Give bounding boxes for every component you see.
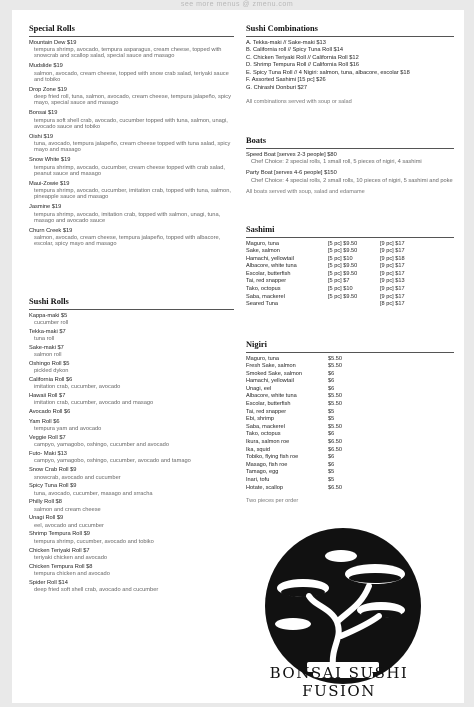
table-row — [246, 356, 454, 364]
menu-item — [246, 152, 454, 166]
sushi-rolls-section — [29, 297, 234, 594]
combination-list — [246, 40, 454, 93]
combination-item: G. Chirashi Donburi $27 — [246, 85, 308, 92]
section-divider — [246, 148, 454, 149]
item-name: Philly Roll $8 — [29, 499, 62, 506]
item-name: Unagi Roll $9 — [29, 515, 64, 522]
nigiri-price: $5 — [328, 408, 335, 415]
table-row — [246, 256, 454, 264]
nigiri-price: $6 — [328, 431, 335, 438]
section-divider — [246, 36, 454, 37]
section-divider — [246, 352, 454, 353]
nigiri-price: $5 — [328, 469, 335, 476]
sashimi-price-5pc: [5 pc] $9.50 — [328, 248, 358, 255]
menu-item — [29, 345, 234, 359]
item-description: imitation crab, cucumber, avocado and masago — [34, 400, 154, 407]
sashimi-price-9pc: [9 pc] $18 — [380, 255, 405, 262]
item-description: salmon roll — [34, 352, 62, 359]
section-title-boats: Boats — [246, 136, 267, 145]
nigiri-name: Saba, mackerel — [246, 423, 285, 430]
nigiri-price: $6.50 — [328, 446, 342, 453]
menu-item — [29, 451, 234, 465]
table-row — [246, 363, 454, 371]
nigiri-price: $5.50 — [328, 393, 342, 400]
nigiri-table — [246, 356, 454, 493]
sashimi-price-5pc: [5 pc] $10 — [328, 286, 353, 293]
menu-item — [29, 377, 234, 391]
sashimi-name: Albacore, white tuna — [246, 263, 297, 270]
item-name: Churn Creek $19 — [29, 227, 73, 234]
nigiri-name: Inari, tofu — [246, 477, 270, 483]
sashimi-price-5pc — [328, 301, 380, 309]
menu-item — [29, 548, 234, 562]
item-name: Kappa-maki $5 — [29, 312, 68, 319]
item-name: Tekka-maki $7 — [29, 328, 66, 335]
boats-note: All boats served with soup, salad and edamame — [246, 189, 365, 196]
special-rolls-list — [29, 40, 234, 248]
sashimi-section — [246, 225, 454, 309]
table-row — [246, 301, 454, 309]
menu-item — [29, 467, 234, 481]
nigiri-name: Hamachi, yellowtail — [246, 378, 294, 385]
menu-item — [29, 409, 234, 417]
item-description: campyo, yamagobo, oshingo, cucumber and avocado — [34, 442, 170, 449]
item-description: Chef Choice: 2 special rolls, 1 small roll, 5 pieces of nigiri, 4 sashimi — [251, 159, 422, 165]
table-row — [246, 416, 454, 424]
nigiri-price: $6 — [328, 461, 335, 468]
menu-item — [29, 499, 234, 513]
menu-item — [29, 515, 234, 529]
sashimi-price-5pc: [5 pc] $9.50 — [328, 240, 358, 247]
table-row — [246, 286, 454, 294]
table-row — [246, 431, 454, 439]
nigiri-name: Escolar, butterfish — [246, 401, 291, 408]
boats-list — [246, 152, 454, 185]
sashimi-name: Tai, red snapper — [246, 278, 287, 285]
item-name: Spider Roll $14 — [29, 579, 68, 586]
nigiri-price: $6.50 — [328, 439, 342, 446]
sushi-rolls-list — [29, 313, 234, 594]
menu-item — [29, 87, 234, 107]
item-name: Chicken Tempura Roll $8 — [29, 563, 93, 570]
section-title-sushi-rolls: Sushi Rolls — [29, 297, 69, 306]
item-name: Spicy Tuna Roll $9 — [29, 483, 77, 490]
item-description: Chef Choice: 4 special rolls, 2 small rolls, 10 pieces of nigiri, 5 sashimi and poke — [251, 177, 453, 184]
section-divider — [29, 309, 234, 310]
item-description: deep fried roll, tuna, salmon, avocado, cream cheese, tempura jalapeño, spicy mayo, special sauce and masago — [34, 94, 231, 107]
combination-item: F. Assorted Sashimi [15 pc] $26 — [246, 77, 326, 84]
sashimi-price-9pc: [9 pc] $17 — [380, 286, 405, 293]
item-name: Mountain Dew $19 — [29, 39, 77, 46]
sashimi-price-5pc: [5 pc] $9.50 — [328, 270, 358, 277]
item-name: Sake-maki $7 — [29, 344, 64, 351]
section-title-nigiri: Nigiri — [246, 340, 267, 349]
sashimi-name: Maguro, tuna — [246, 240, 279, 247]
nigiri-price: $6 — [328, 378, 335, 385]
section-title-sushi-combinations: Sushi Combinations — [246, 24, 318, 33]
bonsai-tree-logo-icon — [263, 526, 423, 686]
sashimi-name: Saba, mackerel — [246, 293, 285, 300]
nigiri-name: Smoked Sake, salmon — [246, 370, 302, 377]
menu-item — [29, 313, 234, 327]
nigiri-price: $5.50 — [328, 401, 342, 408]
sashimi-name: Escolar, butterfish — [246, 270, 291, 277]
item-description: tempura shrimp, avocado, cucumber, imitation crab, topped with tuna, salmon, pineapple sauce and masago — [34, 188, 231, 201]
nigiri-name: Ebi, shrimp — [246, 416, 274, 423]
boats-section — [246, 136, 454, 196]
table-row — [246, 278, 454, 286]
table-row — [246, 424, 454, 432]
table-row — [246, 469, 454, 477]
item-description: snowcrab, avocado and cucumber — [34, 474, 121, 481]
table-row — [246, 393, 454, 401]
item-name: Jasmine $19 — [29, 204, 62, 210]
item-name: Oishi $19 — [29, 133, 54, 140]
sushi-combinations-section — [246, 24, 454, 106]
combinations-note: All combinations served with soup or salad — [246, 98, 352, 105]
nigiri-name: Tamago, egg — [246, 469, 279, 476]
item-description: eel, avocado and cucumber — [34, 522, 104, 529]
sashimi-price-9pc: [9 pc] $17 — [380, 293, 405, 300]
item-description: tuna, avocado, tempura jalapeño, cream cheese topped with tuna salad, spicy mayo and masago — [34, 141, 231, 154]
menu-item — [29, 393, 234, 407]
item-description: campyo, yamagobo, oshingo, cucumber, avocado and tamago — [34, 458, 191, 465]
sashimi-price-9pc: [9 pc] $17 — [380, 240, 405, 247]
table-row — [246, 386, 454, 394]
nigiri-name: Maguro, tuna — [246, 355, 279, 362]
combination-item: B. California roll // Spicy Tuna Roll $14 — [246, 47, 344, 54]
table-row — [246, 447, 454, 455]
nigiri-price: $6 — [328, 370, 335, 377]
item-description: tempura yam and avocado — [34, 426, 102, 433]
nigiri-price: $5.50 — [328, 363, 342, 370]
sashimi-table — [246, 241, 454, 309]
item-description: pickled dykon — [34, 368, 69, 375]
section-title-special-rolls: Special Rolls — [29, 24, 75, 33]
sashimi-price-5pc: [5 pc] $10 — [328, 255, 353, 262]
nigiri-price: $6 — [328, 385, 335, 392]
menu-item — [29, 329, 234, 343]
menu-item — [29, 361, 234, 375]
menu-item — [29, 228, 234, 248]
table-row — [246, 271, 454, 279]
nigiri-name: Fresh Sake, salmon — [246, 363, 296, 370]
sashimi-name: Sake, salmon — [246, 248, 280, 255]
item-name: Futo- Maki $13 — [29, 450, 67, 457]
menu-item — [29, 110, 234, 130]
table-row — [246, 378, 454, 386]
item-name: Snow Crab Roll $9 — [29, 467, 77, 474]
nigiri-name: Masago, fish roe — [246, 461, 288, 468]
item-description: tempura shrimp, avocado, tempura asparagus, cream cheese, topped with snowcrab and scallop salad, special sauce and masago — [34, 47, 222, 60]
menu-item — [29, 134, 234, 154]
item-description: imitation crab, cucumber, avocado — [34, 384, 121, 391]
nigiri-name: Hotate, scallop — [246, 484, 284, 491]
item-name: Oshingo Roll $5 — [29, 360, 70, 367]
sashimi-name: Tako, octopus — [246, 286, 281, 293]
table-row — [246, 439, 454, 447]
item-name: Mudslide $19 — [29, 63, 63, 69]
combination-item: C. Chicken Teriyaki Roll // California Roll $12 — [246, 54, 359, 61]
table-row — [246, 294, 454, 302]
menu-item — [29, 157, 234, 177]
item-name: California Roll $6 — [29, 376, 73, 383]
item-description: tuna roll — [34, 336, 55, 343]
item-name: Maui-Zowie $19 — [29, 180, 70, 187]
sashimi-price-5pc: [5 pc] $7 — [328, 278, 350, 285]
table-row — [246, 477, 454, 485]
menu-item — [246, 170, 454, 184]
combination-item: A. Tekka-maki // Sake-maki $13 — [246, 39, 326, 46]
item-description: tempura shrimp, cucumber, avocado and tobiko — [34, 538, 154, 545]
sashimi-price-9pc: [9 pc] $13 — [380, 278, 405, 285]
combination-item: E. Spicy Tuna Roll // 4 Nigiri: salmon, tuna, albacore, escolar $18 — [246, 69, 410, 76]
item-name: Chicken Teriyaki Roll $7 — [29, 547, 90, 554]
item-description: tuna, avocado, cucumber, masago and srracha — [34, 490, 153, 497]
nigiri-price: $5.50 — [328, 355, 342, 362]
sashimi-name: Seared Tuna — [246, 301, 279, 308]
nigiri-name: Ikura, salmon roe — [246, 439, 290, 446]
item-description: tempura soft shell crab, avocado, cucumber topped with tuna, salmon, unagi, avocado sauce and tobiko — [34, 117, 228, 130]
table-row — [246, 263, 454, 271]
item-name: Veggie Roll $7 — [29, 434, 66, 441]
nigiri-note: Two pieces per order — [246, 498, 299, 505]
menu-item — [29, 419, 234, 433]
menu-item — [29, 580, 234, 594]
nigiri-name: Tako, octopus — [246, 431, 281, 438]
table-row — [246, 485, 454, 493]
table-row — [246, 401, 454, 409]
menu-item — [29, 435, 234, 449]
item-name: Party Boat [serves 4-6 people] $150 — [246, 170, 337, 177]
table-row — [246, 248, 454, 256]
nigiri-name: Unagi, eel — [246, 385, 272, 392]
item-description: cucumber roll — [34, 320, 69, 326]
sashimi-price-5pc: [5 pc] $9.50 — [328, 293, 358, 300]
section-title-sashimi: Sashimi — [246, 225, 275, 234]
nigiri-section — [246, 340, 454, 505]
item-name: Speed Boat [serves 2-3 people] $80 — [246, 151, 337, 158]
menu-item — [29, 40, 234, 60]
menu-item — [29, 181, 234, 201]
menu-item — [29, 531, 234, 545]
item-name: Hawaii Roll $7 — [29, 392, 66, 399]
menu-item — [29, 483, 234, 497]
item-name: Snow White $19 — [29, 157, 71, 163]
sashimi-price-9pc: [8 pc] $17 — [380, 301, 405, 308]
special-rolls-section — [29, 24, 234, 248]
nigiri-name: Tai, red snapper — [246, 408, 287, 415]
item-description: salmon, avocado, cream cheese, tempura jalapeño, topped with albacore, escolar, spicy mayo and masago — [34, 235, 221, 248]
item-description: teriyaki chicken and avocado — [34, 555, 108, 561]
combination-item: D. Shrimp Tempura Roll // California Roll $16 — [246, 62, 360, 69]
nigiri-price: $6.50 — [328, 484, 342, 491]
item-name: Avocado Roll $6 — [29, 409, 71, 416]
table-row — [246, 409, 454, 417]
table-row — [246, 462, 454, 470]
nigiri-name: Albacore, white tuna — [246, 393, 297, 400]
item-description: tempura shrimp, avocado, imitation crab, topped with salmon, unagi, tuna, masago and avocado sauce — [34, 211, 221, 224]
restaurant-brand-name: BONSAI SUSHI FUSION — [269, 664, 409, 700]
nigiri-price: $5 — [328, 416, 335, 423]
item-description: salmon, avocado, cream cheese, topped with snow crab salad, teriyaki sauce and tobiko — [34, 70, 229, 83]
sashimi-price-5pc: [5 pc] $9.50 — [328, 263, 358, 270]
menu-item — [29, 204, 234, 224]
item-name: Yam Roll $6 — [29, 418, 60, 425]
nigiri-price: $5.50 — [328, 423, 342, 430]
sashimi-name: Hamachi, yellowtail — [246, 255, 294, 262]
table-row — [246, 241, 454, 249]
nigiri-name: Ika, squid — [246, 446, 270, 453]
nigiri-price: $5 — [328, 477, 335, 483]
nigiri-price: $6 — [328, 454, 335, 461]
item-description: tempura chicken and avocado — [34, 571, 110, 578]
item-description: salmon and cream cheese — [34, 506, 101, 513]
item-description: tempura shrimp, avocado, cucumber, cream cheese topped with crab salad, peanut sauce and masago — [34, 164, 225, 177]
sashimi-price-9pc: [9 pc] $17 — [380, 248, 405, 255]
section-divider — [29, 36, 234, 37]
site-banner[interactable]: see more menus @ zmenu.com — [180, 1, 294, 8]
item-name: Bonsai $19 — [29, 110, 58, 116]
menu-item — [29, 564, 234, 578]
sashimi-price-9pc: [9 pc] $17 — [380, 263, 405, 270]
nigiri-name: Tobiko, flying fish roe — [246, 454, 299, 461]
item-name: Shrimp Tempura Roll $9 — [29, 531, 90, 538]
menu-item — [29, 63, 234, 83]
table-row — [246, 454, 454, 462]
table-row — [246, 371, 454, 379]
sashimi-price-9pc: [9 pc] $17 — [380, 270, 405, 277]
item-name: Drop Zone $19 — [29, 86, 67, 93]
item-description: deep fried soft shell crab, avocado and cucumber — [34, 587, 159, 594]
section-divider — [246, 237, 454, 238]
